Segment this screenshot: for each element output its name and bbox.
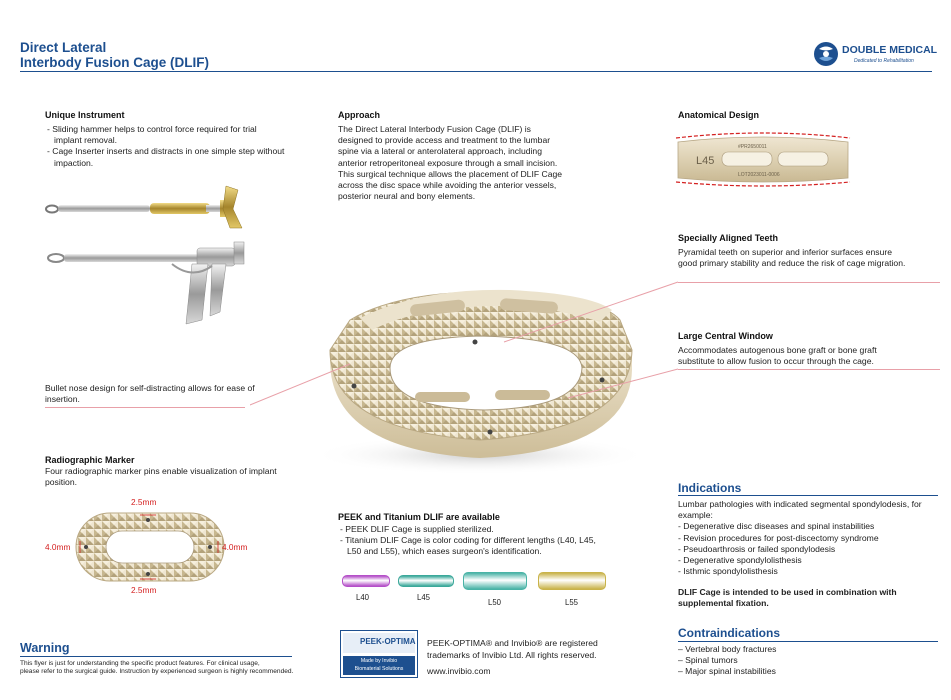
- peek-optima-brand: PEEK-OPTIMA: [360, 637, 416, 646]
- cage-size-mark: L45: [696, 155, 715, 167]
- contraindications-rule: [678, 641, 938, 642]
- unique-instrument-heading: Unique Instrument: [45, 110, 125, 120]
- bullet-nose-body: Bullet nose design for self-distracting allows for ease of insertion.: [45, 383, 255, 405]
- peek-titanium-bullet: - PEEK DLIF Cage is supplied sterilized.: [340, 524, 494, 534]
- anatomical-design-heading: Anatomical Design: [678, 110, 760, 120]
- dlif-cage-main-image: [250, 240, 950, 480]
- header-divider: [20, 71, 932, 72]
- radiographic-heading: Radiographic Marker: [45, 455, 135, 465]
- cage-lot-mark: LOT2023011-0006: [738, 172, 780, 178]
- contraindications-item: – Major spinal instabilities: [678, 666, 776, 677]
- approach-body: The Direct Lateral Interbody Fusion Cage (DLIF) is designed to provide access and treatment to the lumbar spine via a lateral or anterolateral approach, including anterior retroperitoneal exposure through a small incision. This surgical technique allows the placement of DLIF Cage across the disc space while avoiding the anterior vessels, posterior neural and bony elements.: [338, 124, 563, 202]
- unique-instrument-bullet: - Cage Inserter inserts and distracts in one simple step without impaction.: [47, 146, 285, 168]
- logo-name: DOUBLE MEDICAL: [842, 44, 938, 56]
- page-title-line1: Direct Lateral: [20, 40, 107, 55]
- size-label-l45: L45: [417, 593, 431, 602]
- dim-left-label: 4.0mm: [45, 542, 71, 552]
- window-body: Accommodates autogenous bone graft or bone graft substitute to allow fusion to occur through the cage.: [678, 345, 877, 367]
- dim-top-label: 2.5mm: [131, 497, 157, 507]
- size-cage-l50: [463, 572, 527, 590]
- peek-band-line1: Made by Invibio: [360, 658, 398, 664]
- indications-rule: [678, 495, 938, 496]
- teeth-heading: Specially Aligned Teeth: [678, 233, 779, 243]
- size-cage-l55: [538, 572, 606, 590]
- warning-line1: This flyer is just for understanding the specific product features. For clinical usage,: [20, 660, 260, 667]
- peek-band-line2: Biomaterial Solutions: [354, 666, 404, 672]
- size-cage-l40: [342, 575, 390, 587]
- contraindications-list: [678, 644, 928, 678]
- peek-titanium-heading: PEEK and Titanium DLIF are available: [338, 512, 500, 522]
- trademark-line1: PEEK-OPTIMA® and Invibio® are registered: [427, 638, 598, 648]
- trademark-line2: trademarks of Invibio Ltd. All rights reserved.: [427, 650, 597, 660]
- radiographic-cage-image: [70, 505, 230, 590]
- size-label-l50: L50: [488, 598, 502, 607]
- indications-item: - Isthmic spondylolisthesis: [678, 566, 778, 577]
- sliding-hammer-image: [42, 182, 257, 232]
- contraindications-item: – Spinal tumors: [678, 655, 738, 666]
- contraindications-heading: Contraindications: [678, 626, 781, 640]
- indications-item: - Revision procedures for post-discectomy syndrome: [678, 532, 879, 543]
- indications-item: - Degenerative disc diseases and spinal instabilities: [678, 521, 875, 532]
- indications-list: [678, 499, 928, 577]
- unique-instrument-list: [45, 124, 285, 169]
- warning-rule: [20, 656, 292, 657]
- window-heading: Large Central Window: [678, 331, 773, 341]
- warning-line2: please refer to the surgical guide. Instruction by experienced surgeon is highly recommended.: [20, 668, 294, 675]
- peek-titanium-list: [338, 524, 603, 558]
- approach-heading: Approach: [338, 110, 381, 120]
- size-label-l40: L40: [356, 593, 370, 602]
- warning-heading: Warning: [20, 641, 70, 655]
- cage-serial-mark: #PR2650011: [738, 144, 767, 150]
- size-label-l55: L55: [565, 598, 579, 607]
- indications-item: - Degenerative spondylolisthesis: [678, 555, 802, 566]
- unique-instrument-bullet: - Sliding hammer helps to control force required for trial implant removal.: [47, 124, 257, 146]
- page-title-line2: Interbody Fusion Cage (DLIF): [20, 55, 209, 70]
- indications-note: DLIF Cage is intended to be used in combination with supplemental fixation.: [678, 587, 897, 609]
- peek-titanium-bullet: - Titanium DLIF Cage is color coding for different lengths (L40, L45, L50 and L55), which eases surgeon's identification.: [340, 535, 596, 557]
- cage-inserter-image: [42, 240, 257, 330]
- logo-tagline: Dedicated to Rehabilitation: [854, 58, 914, 64]
- indications-heading: Indications: [678, 481, 742, 495]
- size-cage-l45: [398, 575, 454, 587]
- bullet-nose-callout-rule: [45, 407, 245, 408]
- anatomical-cage-image: [668, 124, 858, 194]
- indications-intro: Lumbar pathologies with indicated segmental spondylodesis, for example:: [678, 499, 922, 521]
- dim-bottom-label: 2.5mm: [131, 585, 157, 595]
- dim-right-label: 4.0mm: [222, 542, 248, 552]
- radiographic-body: Four radiographic marker pins enable visualization of implant position.: [45, 466, 277, 488]
- double-medical-logo-icon: [812, 40, 842, 70]
- teeth-body: Pyramidal teeth on superior and inferior surfaces ensure good primary stability and reduce the risk of cage migration.: [678, 247, 906, 269]
- contraindications-item: – Vertebral body fractures: [678, 644, 777, 654]
- indications-item: - Pseudoarthrosis or failed spondylodesis: [678, 543, 836, 554]
- trademark-url[interactable]: www.invibio.com: [427, 666, 491, 676]
